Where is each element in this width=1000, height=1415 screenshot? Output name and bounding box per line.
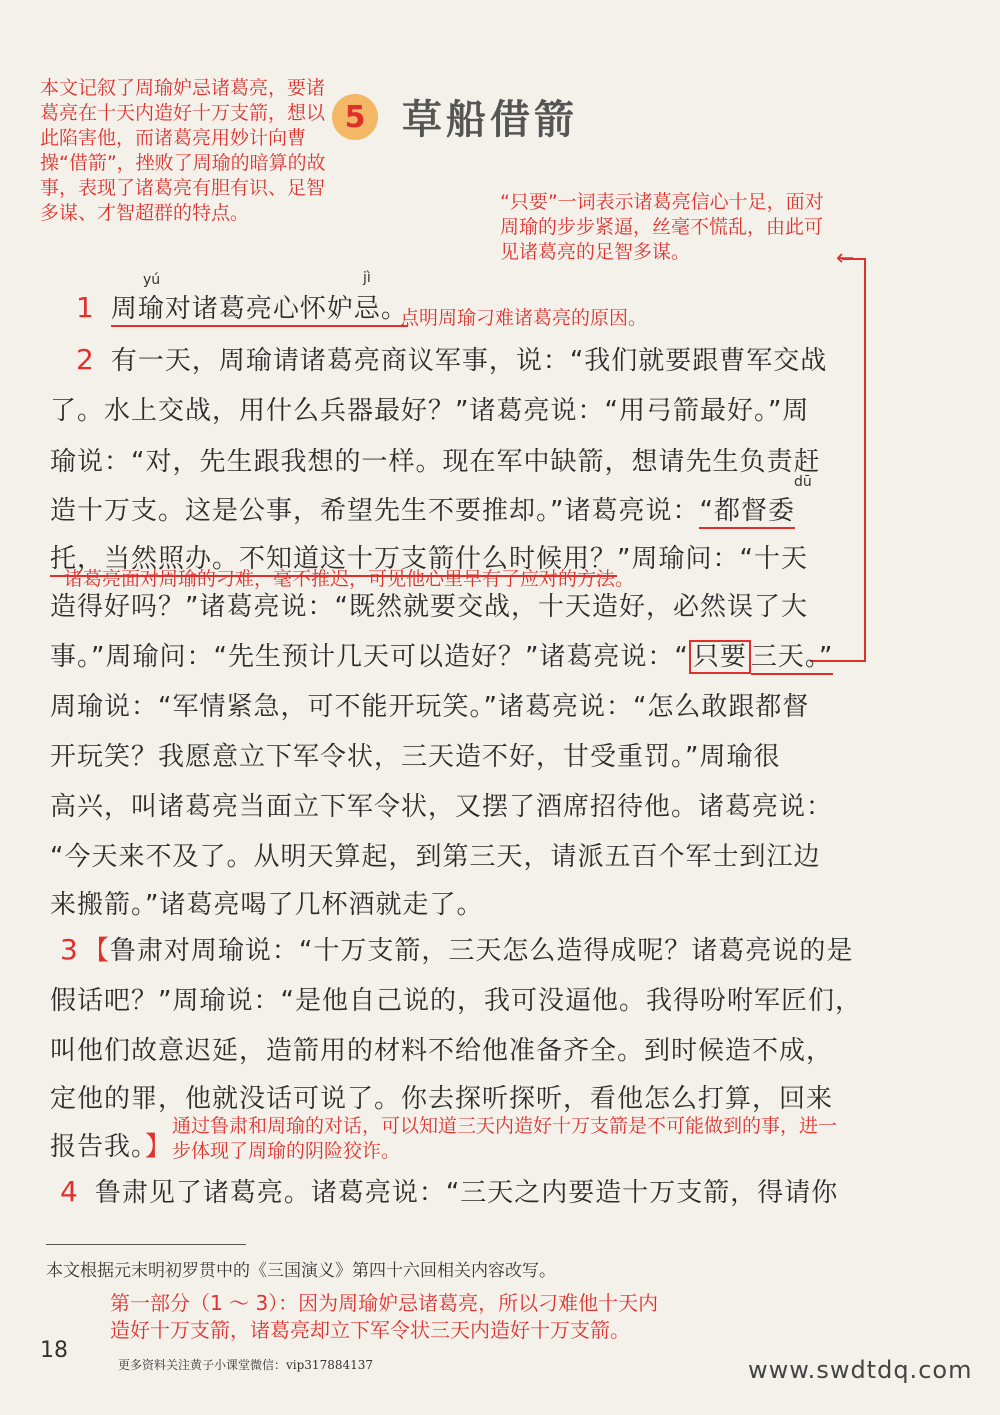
underlined-text: “都督委 xyxy=(699,496,794,529)
paragraph-text: 周瑜对诸葛亮心怀妒忌。 xyxy=(111,294,408,327)
paragraph-2-line-4 xyxy=(50,490,795,527)
paragraph-2-line-6: 造得好吗？”诸葛亮说：“既然就要交战，十天造好，必然误了大 xyxy=(50,592,808,622)
watermark: www.swdtdq.com xyxy=(748,1356,973,1384)
part1-note: 第一部分（1 ～ 3）：因为周瑜妒忌诸葛亮，所以刁难他十天内造好十万支箭，诸葛亮却立下军令状三天内造好十万支箭。 xyxy=(110,1291,659,1342)
paragraph-number: 1 xyxy=(76,291,95,324)
page-number: 18 xyxy=(40,1338,68,1363)
paragraph-1 xyxy=(76,288,408,325)
footnote: 本文根据元末明初罗贯中的《三国演义》第四十六回相关内容改写。 xyxy=(46,1261,556,1281)
paragraph-2-line-12: 来搬箭。”诸葛亮喝了几杯酒就走了。 xyxy=(50,890,484,920)
paragraph-3-line-3: 叫他们故意迟延，造箭用的材料不给他准备齐全。到时候造不成， xyxy=(50,1036,834,1066)
paragraph-2-line-2: 了。水上交战，用什么兵器最好？”诸葛亮说：“用弓箭最好。”周 xyxy=(50,396,810,426)
bracket-open-icon: 【 xyxy=(82,936,110,966)
connector-vertical xyxy=(864,258,866,662)
text-line: 报告我。 xyxy=(50,1132,146,1162)
paragraph-2-line-7 xyxy=(50,636,833,673)
underlined-text: 三天。” xyxy=(751,642,833,675)
lesson-number-badge: 5 xyxy=(332,94,378,140)
paragraph-3-line-5 xyxy=(50,1126,172,1163)
dialogue-note: 通过鲁肃和周瑜的对话，可以知道三天内造好十万支箭是不可能做到的事，进一步体现了周瑜的阴险狡诈。 xyxy=(172,1115,838,1162)
paragraph-2-line-8: 周瑜说：“军情紧急，可不能开玩笑。”诸葛亮说：“怎么敢跟都督 xyxy=(50,692,810,722)
intro-note: 本文记叙了周瑜妒忌诸葛亮，要诸葛亮在十天内造好十万支箭，想以此陷害他，而诸葛亮用妙计向曹操“借箭”，挫败了周瑜的暗算的故事，表现了诸葛亮有胆有识、足智多谋、才智超群的特点。 xyxy=(40,77,326,224)
paragraph-2-line-10: 高兴，叫诸葛亮当面立下军令状，又摆了酒席招待他。诸葛亮说： xyxy=(50,792,834,822)
paragraph-3-line-2: 假话吧？”周瑜说：“是他自己说的，我可没逼他。我得吩咐军匠们， xyxy=(50,986,862,1016)
text-line: 造十万支。这是公事，希望先生不要推却。”诸葛亮说： xyxy=(50,496,700,526)
text-line: 有一天，周瑜请诸葛亮商议军事，说：“我们就要跟曹军交战 xyxy=(110,346,828,376)
paragraph-2-line-3: 瑜说：“对，先生跟我想的一样。现在军中缺箭，想请先生负责赶 xyxy=(50,447,821,477)
paragraph-2-line-11: “今天来不及了。从明天算起，到第三天，请派五百个军士到江边 xyxy=(50,842,821,872)
bracket-close-icon: 】 xyxy=(145,1132,173,1162)
text-line: 鲁肃见了诸葛亮。诸葛亮说：“三天之内要造十万支箭，得请你 xyxy=(94,1178,839,1208)
paragraph-3-line-4: 定他的罪，他就没话可说了。你去探听探听，看他怎么打算，回来 xyxy=(50,1084,834,1114)
paragraph-number: 2 xyxy=(76,343,95,376)
paragraph-number: 3 xyxy=(60,933,79,966)
text-line: 鲁肃对周瑜说：“十万支箭，三天怎么造得成呢？诸葛亮说的是 xyxy=(109,936,854,966)
calm-note: 诸葛亮面对周瑜的刁难，毫不推迟，可见他心里早有了应对的方法。 xyxy=(64,568,635,590)
paragraph-3-line-1 xyxy=(60,930,853,967)
arrow-icon: ← xyxy=(836,246,855,271)
pinyin-yu: yú xyxy=(143,272,161,288)
pinyin-ji: jì xyxy=(363,270,371,286)
paragraph-2-line-1 xyxy=(76,340,827,377)
footnote-divider xyxy=(46,1244,246,1245)
lesson-title: 草船借箭 xyxy=(402,97,578,143)
text-line: 事。”周瑜问：“先生预计几天可以造好？”诸葛亮说：“ xyxy=(50,642,689,672)
zhiyao-note: “只要”一词表示诸葛亮信心十足，面对周瑜的步步紧逼，丝毫不慌乱，由此可见诸葛亮的足智多谋。 xyxy=(500,191,824,263)
underlined-text: 托，当然照办。不知道这十万支箭什么时候用？ xyxy=(50,544,617,577)
paragraph-4 xyxy=(60,1172,838,1209)
paragraph-2-line-9: 开玩笑？我愿意立下军令状，三天造不好，甘受重罚。”周瑜很 xyxy=(50,742,781,772)
boxed-text-zhiyao: 只要 xyxy=(689,640,751,674)
paragraph-number: 4 xyxy=(60,1175,79,1208)
text-line: ”周瑜问：“十天 xyxy=(617,544,808,574)
reason-note: 点明周瑜刁难诸葛亮的原因。 xyxy=(400,307,648,329)
bottom-caption: 更多资料关注黄子小课堂微信：vip317884137 xyxy=(118,1358,374,1372)
pinyin-du: dū xyxy=(794,474,812,490)
